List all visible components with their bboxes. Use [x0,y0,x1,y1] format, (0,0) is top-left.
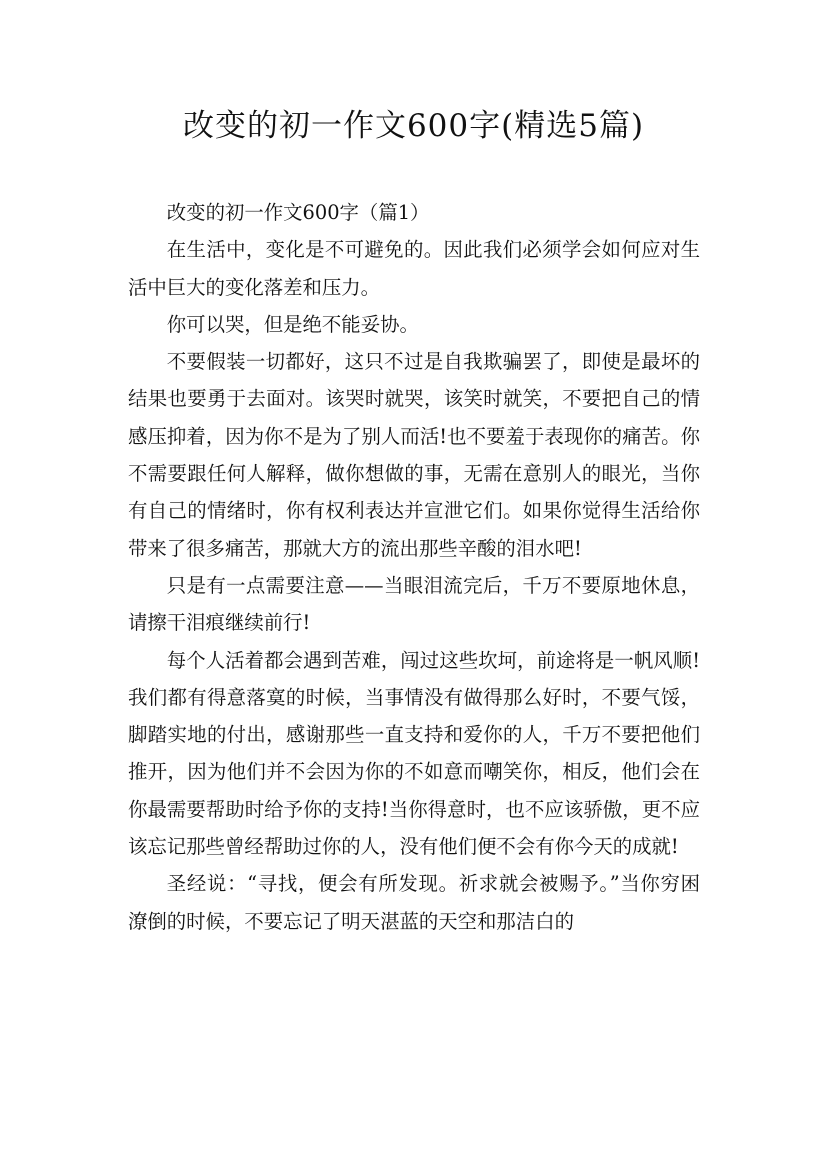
paragraph: 只是有一点需要注意——当眼泪流完后，千万不要原地休息，请擦干泪痕继续前行! [128,573,700,635]
section-heading: 改变的初一作文600字（篇1） [166,201,430,224]
paragraph: 每个人活着都会遇到苦难，闯过这些坎坷，前途将是一帆风顺!我们都有得意落寞的时候，当事情没有做得那么好时，不要气馁，脚踏实地的付出，感谢那些一直支持和爱你的人，千万不要把他们推开，因为他们并不会因为你的不如意而嘲笑你，相反，他们会在你最需要帮助时给予你的支持!当你得意时，也不应该骄傲，更不应该忘记那些曾经帮助过你的人，没有他们便不会有你今天的成就! [128,648,700,859]
document-body [128,194,700,940]
paragraph: 不要假装一切都好，这只不过是自我欺骗罢了，即使是最坏的结果也要勇于去面对。该哭时就哭，该笑时就笑，不要把自己的情感压抑着，因为你不是为了别人而活!也不要羞于表现你的痛苦。你不需要跟任何人解释，做你想做的事，无需在意别人的眼光，当你有自己的情绪时，你有权利表达并宣泄它们。如果你觉得生活给你带来了很多痛苦，那就大方的流出那些辛酸的泪水吧! [128,350,700,560]
paragraph: 圣经说：“寻找，便会有所发现。祈求就会被赐予。”当你穷困潦倒的时候，不要忘记了明天湛蓝的天空和那洁白的 [128,872,700,933]
document-title: 改变的初一作文600字(精选5篇) [182,108,645,144]
paragraph: 你可以哭，但是绝不能妥协。 [166,312,419,336]
paragraph: 在生活中，变化是不可避免的。因此我们必须学会如何应对生活中巨大的变化落差和压力。 [128,238,700,299]
